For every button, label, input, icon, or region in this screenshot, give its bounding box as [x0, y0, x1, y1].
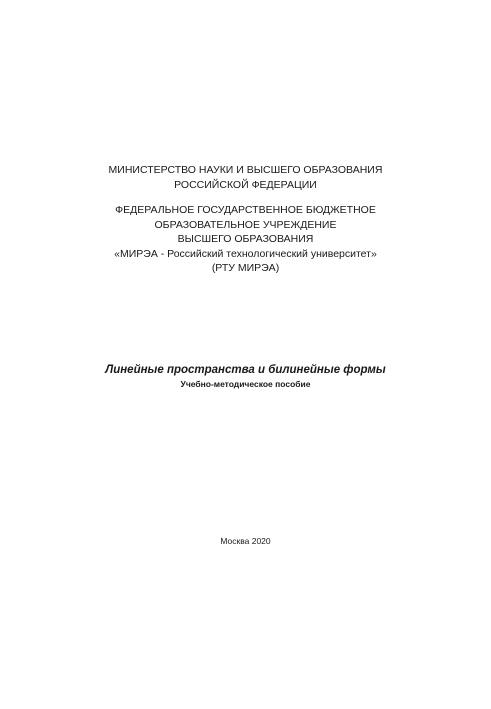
book-title: Линейные пространства и билинейные формы: [105, 364, 386, 376]
ministry-line-1: МИНИСТЕРСТВО НАУКИ И ВЫСШЕГО ОБРАЗОВАНИЯ: [108, 164, 383, 176]
ministry-header: [0, 163, 491, 192]
book-title-block: [0, 363, 491, 390]
institution-line-4: «МИРЭА - Российский технологический университет»: [114, 247, 377, 260]
ministry-line-2: РОССИЙСКОЙ ФЕДЕРАЦИИ: [174, 178, 317, 191]
institution-header: [0, 203, 491, 276]
institution-line-1: ФЕДЕРАЛЬНОЕ ГОСУДАРСТВЕННОЕ БЮДЖЕТНОЕ: [115, 204, 376, 216]
city-year: Москва 2020: [220, 536, 271, 546]
book-subtitle: Учебно-методическое пособие: [180, 379, 311, 389]
institution-line-2: ОБРАЗОВАТЕЛЬНОЕ УЧРЕЖДЕНИЕ: [154, 218, 337, 231]
institution-line-5: (РТУ МИРЭА): [211, 262, 280, 274]
institution-line-3: ВЫСШЕГО ОБРАЗОВАНИЯ: [177, 233, 314, 245]
imprint-block: [0, 535, 491, 547]
